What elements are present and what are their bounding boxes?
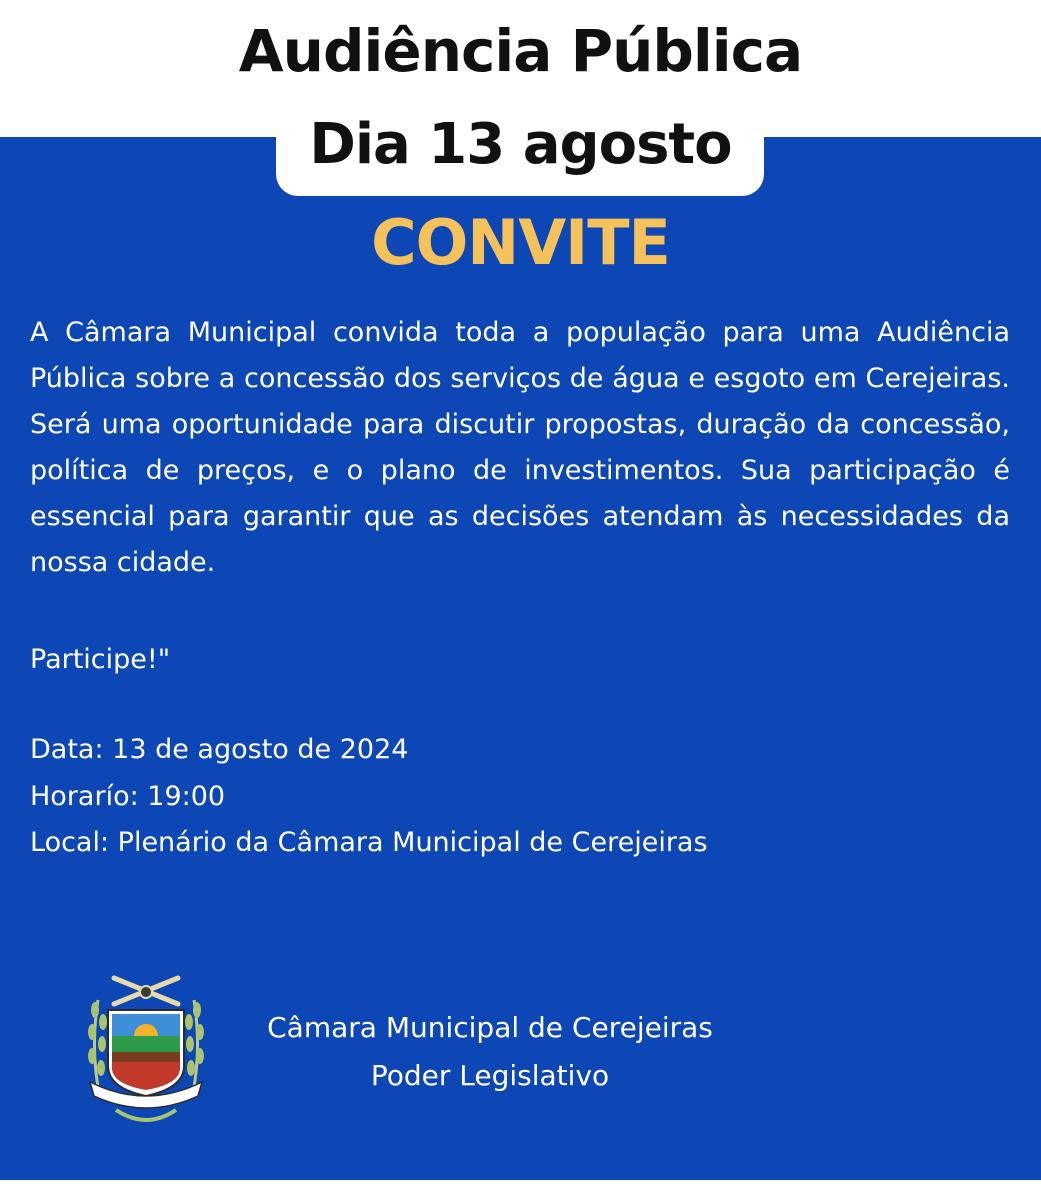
title-line-1: Audiência Pública [238,17,803,85]
call-to-action: Participe!" [30,644,171,675]
event-date: Data: 13 de agosto de 2024 [30,734,409,765]
municipal-coat-of-arms-icon [76,970,216,1130]
event-location: Local: Plenário da Câmara Municipal de Cerejeiras [30,827,708,858]
invite-heading: CONVITE [371,206,670,279]
footer-branch: Poder Legislativo [370,1059,610,1092]
bottom-strip [0,1180,1041,1200]
event-time: Horarío: 19:00 [30,781,226,812]
footer-organization: Câmara Municipal de Cerejeiras [267,1011,713,1044]
invite-paragraph: A Câmara Municipal convida toda a população para uma Audiência Pública sobre a concessão dos serviços de água e esgoto em Cerejeiras. Será uma oportunidade para discutir propostas, duração da concessão, política de preços, e o plano de investimentos. Sua participação é essencial para garantir que as decisões atendam às necessidades da nossa cidade. [30,317,1010,578]
title-line-2: Dia 13 agosto [309,112,732,177]
